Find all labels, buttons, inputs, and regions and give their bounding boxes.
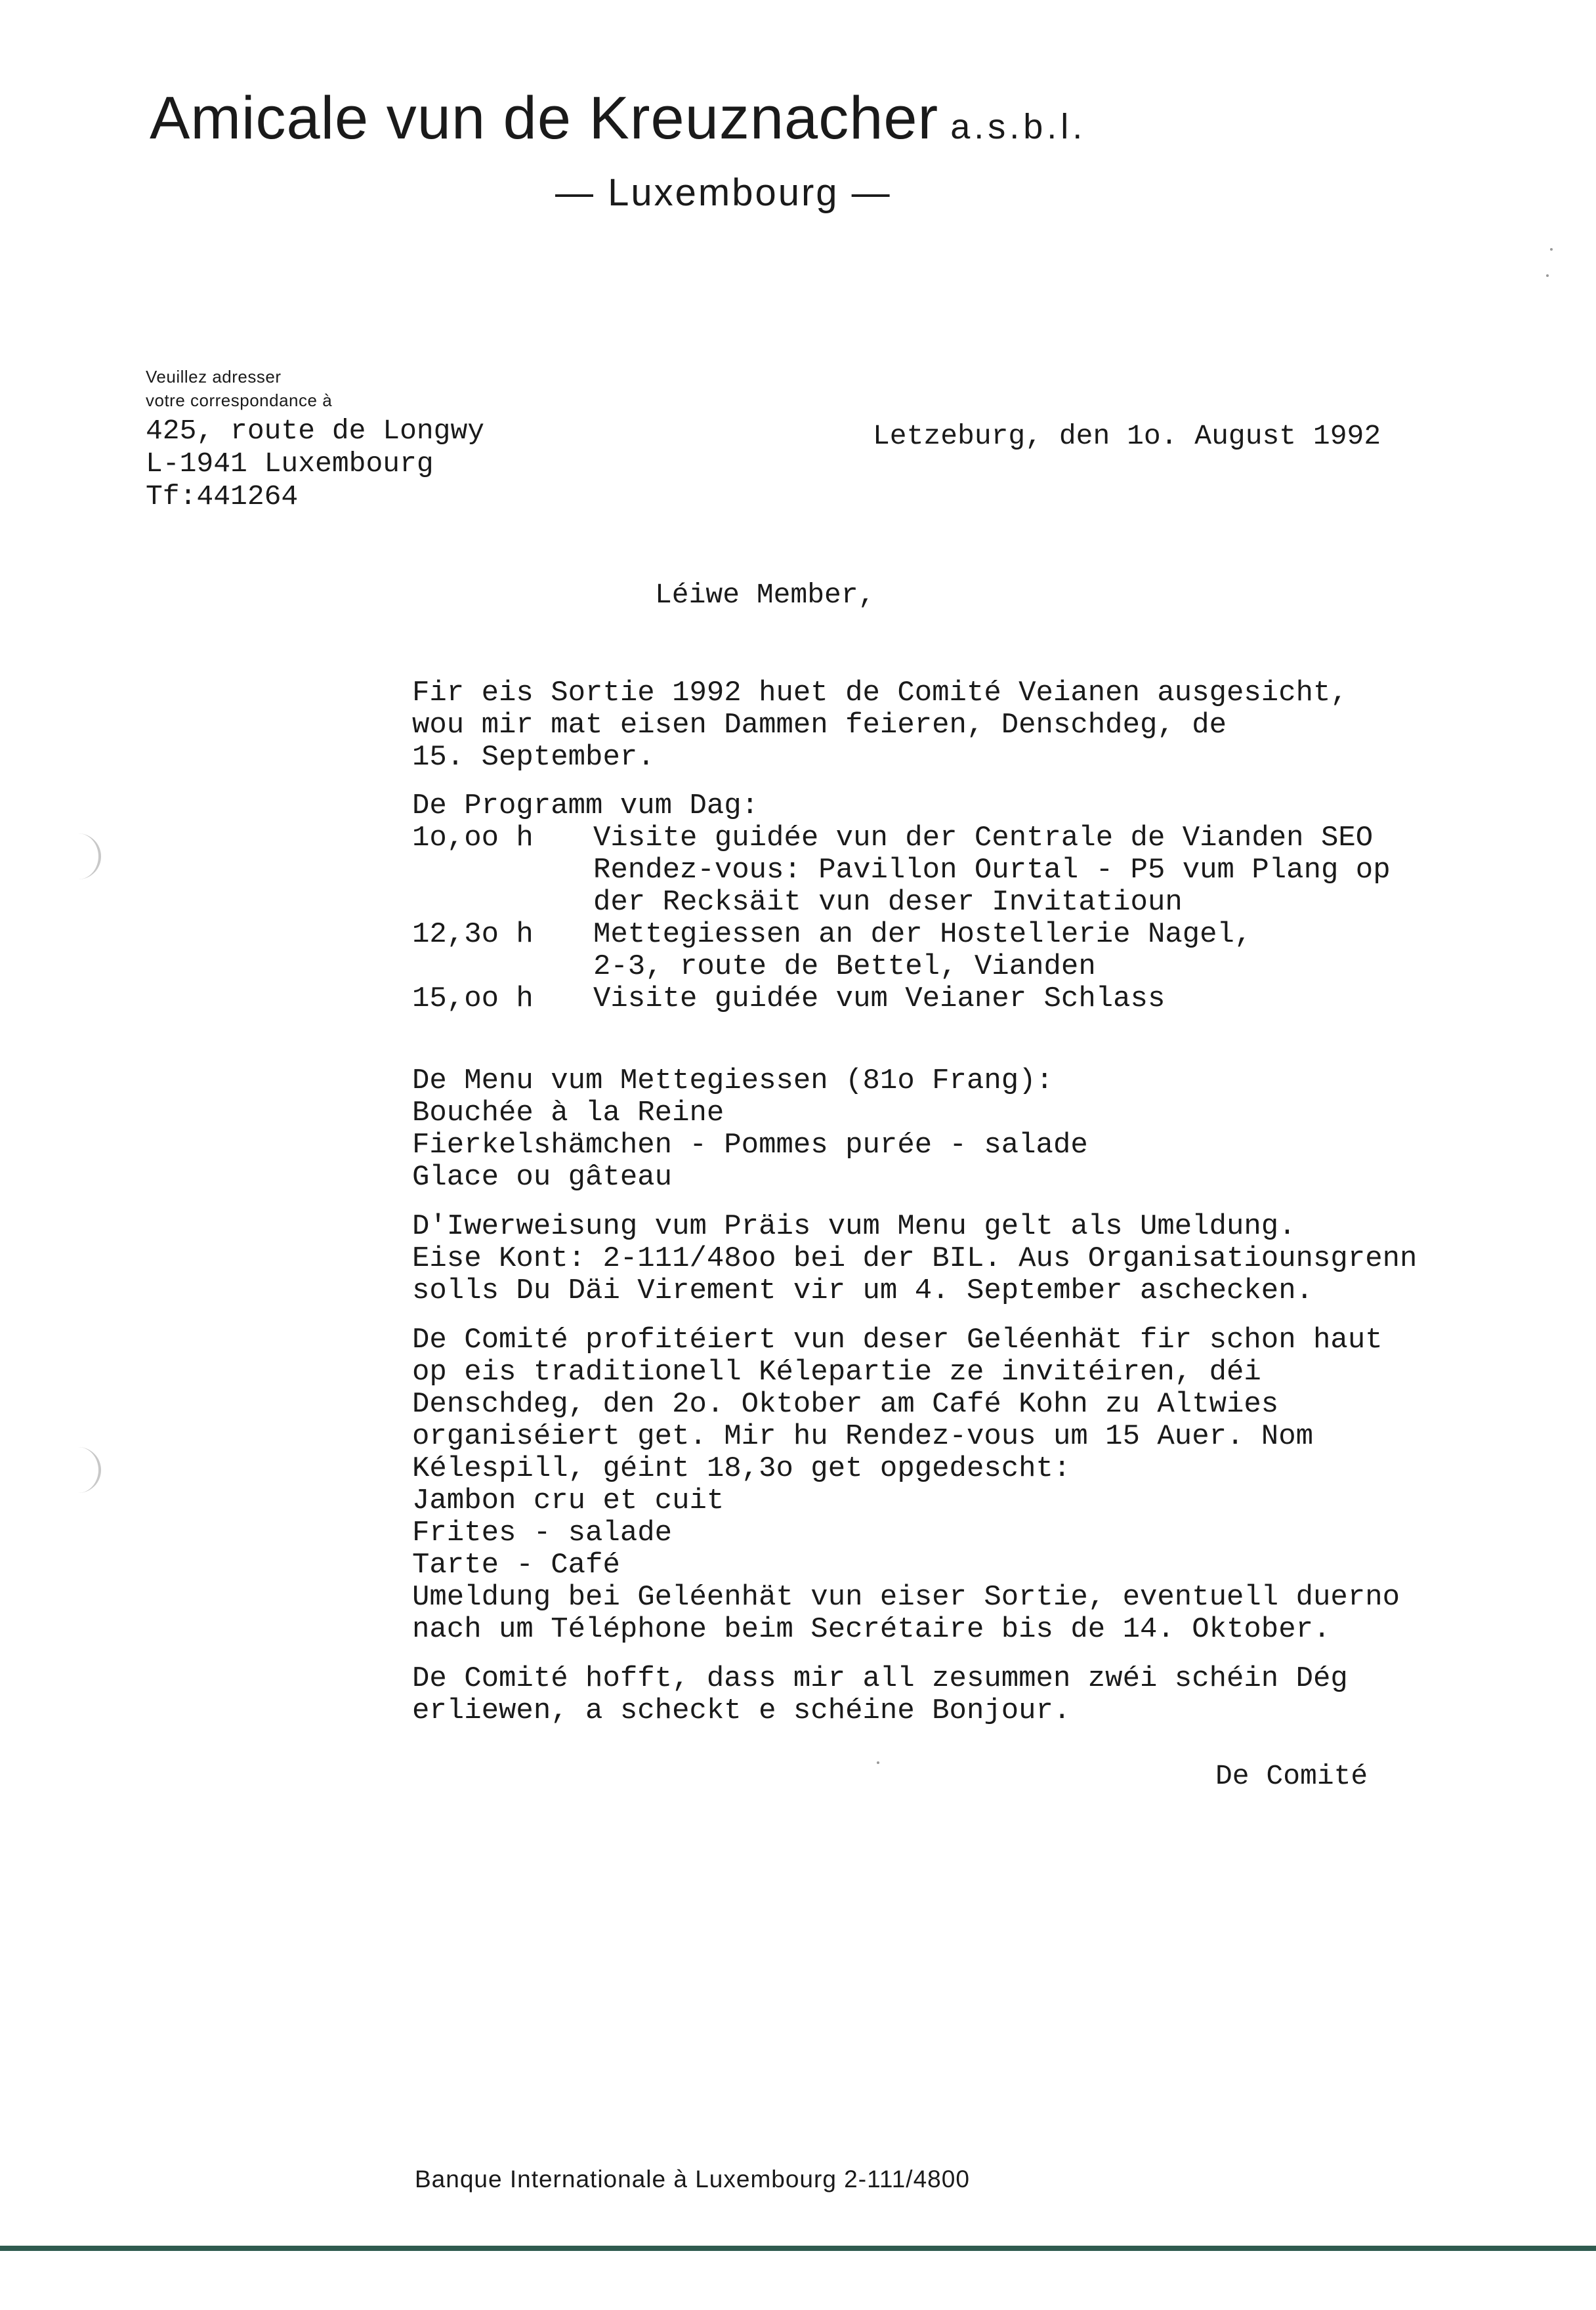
- paragraph-line: Denschdeg, den 2o. Oktober am Café Kohn zu Altwies: [412, 1388, 1279, 1421]
- program-line: Visite guidée vun der Centrale de Vianden SEO: [593, 822, 1374, 854]
- paragraph-line: Eise Kont: 2-111/48oo bei der BIL. Aus Organisatiounsgrenn: [412, 1242, 1418, 1275]
- address-line: 425, route de Longwy: [146, 415, 485, 447]
- program-line: Mettegiessen an der Hostellerie Nagel,: [593, 918, 1252, 951]
- paragraph-line: op eis traditionell Kélepartie ze invitéiren, déi: [412, 1356, 1261, 1389]
- paragraph-line: nach um Téléphone beim Secrétaire bis de 14. Oktober.: [412, 1613, 1331, 1646]
- paragraph-line: Jambon cru et cuit: [412, 1484, 724, 1517]
- program-line: 2-3, route de Bettel, Vianden: [593, 950, 1096, 983]
- program-time: 15,oo h: [412, 982, 534, 1015]
- scan-speck: [1550, 248, 1553, 251]
- intro-paragraph: [412, 677, 1348, 774]
- address-label-line: Veuillez adresser: [146, 367, 282, 387]
- letter-date: Letzeburg, den 1o. August 1992: [873, 420, 1381, 452]
- payment-paragraph: [412, 1211, 1417, 1307]
- signature: De Comité: [1215, 1760, 1368, 1792]
- paragraph-line: organiséiert get. Mir hu Rendez-vous um 15 Auer. Nom: [412, 1420, 1314, 1453]
- address-phone: Tf:441264: [146, 480, 299, 513]
- scan-speck: [1546, 274, 1549, 277]
- paragraph-line: De Comité hofft, dass mir all zesummen zwéi schéin Dég: [412, 1662, 1348, 1695]
- program-line: Rendez-vous: Pavillon Ourtal - P5 vum Plang op: [593, 854, 1391, 887]
- menu-line: Bouchée à la Reine: [412, 1097, 724, 1129]
- org-name: Amicale vun de Kreuznacher: [150, 85, 939, 152]
- paragraph-line: Umeldung bei Geléenhät vun eiser Sortie, eventuell duerno: [412, 1581, 1400, 1614]
- program-description: [593, 822, 1391, 919]
- paragraph-line: D'Iwerweisung vum Präis vum Menu gelt als Umeldung.: [412, 1210, 1296, 1243]
- program-time: 1o,oo h: [412, 822, 534, 854]
- paragraph-line: Kélespill, géint 18,3o get opgedescht:: [412, 1452, 1071, 1485]
- org-name-heading: [150, 84, 1086, 153]
- scan-speck: [877, 1761, 879, 1764]
- paragraph-line: solls Du Däi Virement vir um 4. September aschecken.: [412, 1274, 1314, 1307]
- paragraph-line: 15. September.: [412, 741, 655, 774]
- address-line: L-1941 Luxembourg: [146, 448, 434, 480]
- menu-section: [412, 1065, 1088, 1194]
- program-title: De Programm vum Dag:: [412, 789, 759, 822]
- address-label-line: votre correspondance à: [146, 390, 333, 410]
- paragraph-line: Tarte - Café: [412, 1549, 620, 1582]
- menu-title: De Menu vum Mettegiessen (81o Frang):: [412, 1064, 1053, 1097]
- bank-footer: Banque Internationale à Luxembourg 2-111/4800: [415, 2166, 970, 2193]
- program-line: Visite guidée vum Veianer Schlass: [593, 982, 1166, 1015]
- paragraph-line: wou mir mat eisen Dammen feieren, Denschdeg, de: [412, 709, 1227, 742]
- paragraph-line: Frites - salade: [412, 1517, 673, 1549]
- paragraph-line: erliewen, a scheckt e schéine Bonjour.: [412, 1694, 1071, 1727]
- org-city: — Luxembourg —: [555, 171, 892, 214]
- menu-line: Fierkelshämchen - Pommes purée - salade: [412, 1129, 1088, 1162]
- program-item: [412, 822, 1391, 919]
- return-address: [146, 415, 484, 513]
- address-label: [146, 365, 332, 412]
- closing-paragraph: [412, 1663, 1348, 1727]
- program-time: 12,3o h: [412, 918, 534, 951]
- punch-hole-mark: [72, 833, 101, 879]
- org-suffix: a.s.b.l.: [950, 107, 1087, 146]
- bottom-rule: [0, 2246, 1596, 2251]
- program-line: der Recksäit vun deser Invitatioun: [593, 886, 1183, 919]
- paragraph-line: De Comité profitéiert vun deser Geléenhät fir schon haut: [412, 1324, 1383, 1356]
- salutation: Léiwe Member,: [655, 579, 875, 611]
- menu-line: Glace ou gâteau: [412, 1161, 673, 1194]
- program-description: [593, 983, 1165, 1015]
- punch-hole-mark: [72, 1447, 101, 1493]
- paragraph-line: Fir eis Sortie 1992 huet de Comité Veianen ausgesicht,: [412, 677, 1348, 709]
- kelepartie-paragraph: [412, 1324, 1400, 1646]
- program-description: [593, 919, 1251, 983]
